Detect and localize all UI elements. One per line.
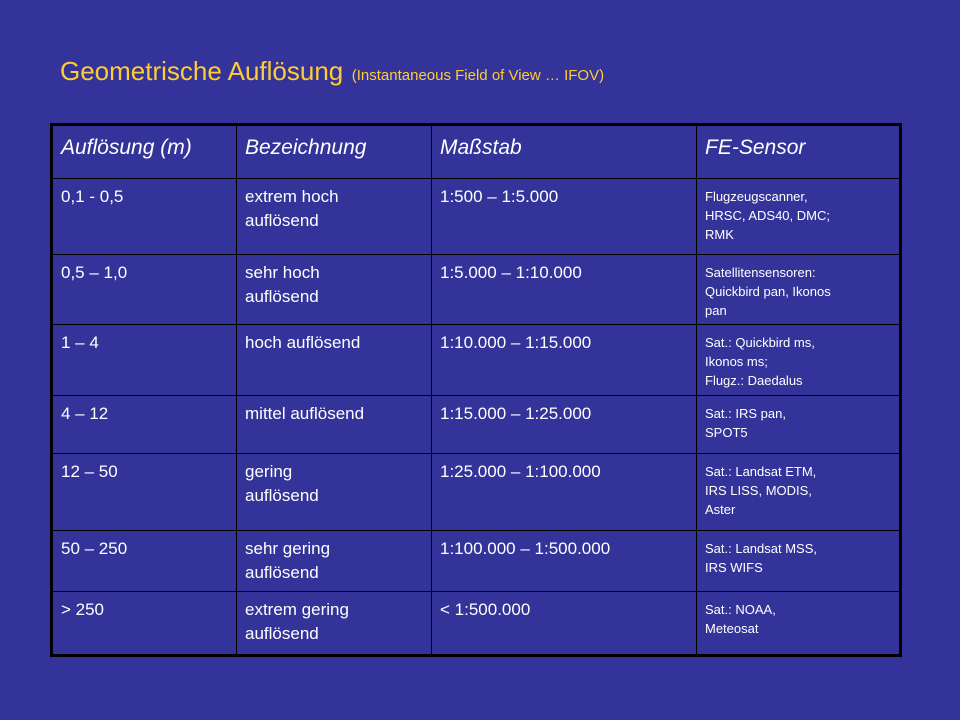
sensor-line: Sat.: NOAA, (705, 602, 776, 617)
sensor-line: Sat.: Landsat ETM, (705, 464, 817, 479)
cell-designation (237, 592, 432, 656)
table-row (52, 454, 901, 531)
slide-title (60, 58, 604, 84)
designation-line: hoch auflösend (245, 333, 361, 352)
cell-resolution: 12 – 50 (52, 454, 237, 531)
title-subtitle: (Instantaneous Field of View … IFOV) (351, 67, 605, 84)
cell-sensor (697, 325, 901, 396)
sensor-line: Sat.: IRS pan, (705, 406, 786, 421)
table-row (52, 396, 901, 454)
designation-line: extrem hoch (245, 187, 339, 206)
cell-resolution: 0,1 - 0,5 (52, 179, 237, 255)
sensor-line: IRS LISS, MODIS, (705, 483, 812, 498)
cell-designation (237, 179, 432, 255)
table-row (52, 531, 901, 592)
cell-sensor (697, 255, 901, 325)
sensor-line: IRS WIFS (705, 560, 763, 575)
sensor-line: HRSC, ADS40, DMC; (705, 208, 830, 223)
cell-designation (237, 531, 432, 592)
header-designation: Bezeichnung (237, 125, 432, 179)
cell-scale: 1:100.000 – 1:500.000 (432, 531, 697, 592)
sensor-line: SPOT5 (705, 425, 748, 440)
sensor-line: RMK (705, 227, 734, 242)
header-resolution: Auflösung (m) (52, 125, 237, 179)
sensor-line: Sat.: Quickbird ms, (705, 335, 815, 350)
cell-resolution: > 250 (52, 592, 237, 656)
sensor-line: Ikonos ms; (705, 354, 768, 369)
cell-scale: 1:15.000 – 1:25.000 (432, 396, 697, 454)
cell-scale: 1:10.000 – 1:15.000 (432, 325, 697, 396)
designation-line: gering (245, 462, 293, 481)
designation-line: auflösend (245, 211, 319, 230)
cell-resolution: 50 – 250 (52, 531, 237, 592)
cell-designation (237, 325, 432, 396)
sensor-line: Meteosat (705, 621, 759, 636)
sensor-line: Satellitensensoren: (705, 265, 816, 280)
designation-line: sehr hoch (245, 263, 320, 282)
table-header-row (52, 125, 901, 179)
designation-line: extrem gering (245, 600, 349, 619)
sensor-line: Flugz.: Daedalus (705, 373, 803, 388)
designation-line: sehr gering (245, 539, 331, 558)
table-row (52, 325, 901, 396)
cell-scale: 1:500 – 1:5.000 (432, 179, 697, 255)
resolution-table (50, 123, 902, 657)
cell-sensor (697, 396, 901, 454)
designation-line: mittel auflösend (245, 404, 365, 423)
cell-designation (237, 454, 432, 531)
header-scale: Maßstab (432, 125, 697, 179)
table-row (52, 255, 901, 325)
cell-scale: < 1:500.000 (432, 592, 697, 656)
designation-line: auflösend (245, 624, 319, 643)
cell-designation (237, 396, 432, 454)
cell-resolution: 0,5 – 1,0 (52, 255, 237, 325)
cell-scale: 1:5.000 – 1:10.000 (432, 255, 697, 325)
table-row (52, 592, 901, 656)
table-row (52, 179, 901, 255)
cell-resolution: 1 – 4 (52, 325, 237, 396)
sensor-line: Flugzeugscanner, (705, 189, 808, 204)
cell-designation (237, 255, 432, 325)
cell-sensor (697, 179, 901, 255)
sensor-line: pan (705, 303, 727, 318)
cell-sensor (697, 531, 901, 592)
cell-sensor (697, 454, 901, 531)
sensor-line: Sat.: Landsat MSS, (705, 541, 818, 556)
cell-sensor (697, 592, 901, 656)
sensor-line: Quickbird pan, Ikonos (705, 284, 831, 299)
cell-scale: 1:25.000 – 1:100.000 (432, 454, 697, 531)
header-sensor: FE-Sensor (697, 125, 901, 179)
cell-resolution: 4 – 12 (52, 396, 237, 454)
title-main: Geometrische Auflösung (60, 56, 344, 86)
designation-line: auflösend (245, 486, 319, 505)
designation-line: auflösend (245, 287, 319, 306)
sensor-line: Aster (705, 502, 736, 517)
designation-line: auflösend (245, 563, 319, 582)
